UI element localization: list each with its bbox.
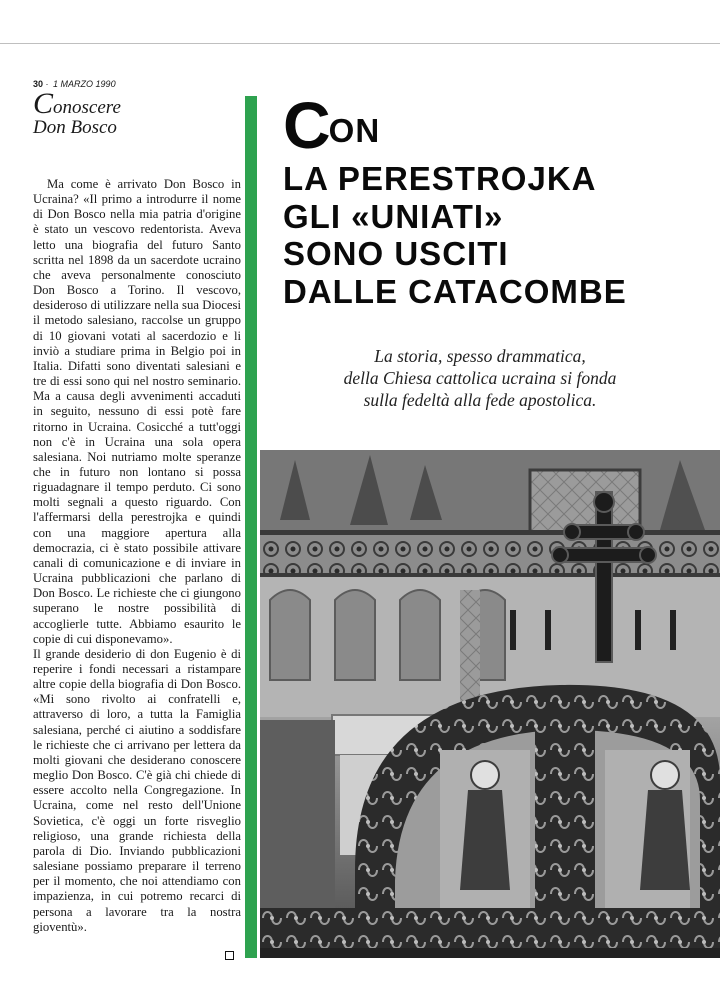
rubric-word: onoscere [53, 97, 121, 118]
headline-line-3: GLI «UNIATI» [283, 197, 504, 235]
article-body [33, 177, 241, 935]
headline-first-rest: ON [328, 112, 381, 149]
headline-line-1 [283, 88, 713, 162]
rubric-initial: C [33, 87, 54, 120]
end-of-article-mark [225, 951, 234, 960]
dek-line-3: sulla fedeltà alla fede apostolica. [363, 390, 597, 410]
headline-line-2: LA PERESTROJKA [283, 160, 597, 197]
rubric-line2: Don Bosco [33, 117, 117, 138]
top-rule [0, 43, 720, 44]
section-rubric [33, 87, 233, 138]
body-paragraph-1: Ma come è arrivato Don Bosco in Ucraina? «Il primo a introdurre il nome di Don Bosco nella mia patria d'origine è stato un vescovo redentorista. Aveva letto una biografia del futuro Santo scritta nel 1898 da un sacerdote ucraino che aveva personalmente conosciuto Don Bosco a Torino. Il vescovo, desideroso di utilizzare nella sua Diocesi il metodo salesiano, raccolse un gruppo di 10 giovani votati al sacerdozio e li inviò a studiare prima in Belgio poi in Italia. Difatti sono diventati salesiani e tre di essi sono qui nel nostro seminario. Ma a causa degli avvenimenti accaduti in seguito, nessuno di essi potè fare ritorno in Ucraina. Cosicché a tutt'oggi non c'è in Ucraina una sola opera salesiana. Noi nutriamo molte speranze che in futuro non lontano si possa riguadagnare il tempo perduto. Ci sono molti segnali a questo riguardo. Con l'affermarsi della perestrojka e quindi con una maggiore apertura alla democrazia, ci è stato possibile attivare canali di comunicazione e di inviare in Ucraina pubblicazioni che parlano di Don Bosco. Le richieste che ci giungono superano le nostre possibilità di accoglierle tutte. Abbiamo esaurito le copie di cui disponevamo». [33, 177, 241, 646]
church-interior-photo [260, 450, 720, 958]
folio-separator: · [45, 79, 49, 89]
article-headline [283, 88, 713, 310]
issue-date: 1 MARZO 1990 [53, 79, 116, 89]
body-paragraph-2: Il grande desiderio di don Eugenio è di reperire i fondi necessari a ristampare altre copie della biografia di Don Bosco. «Mi sono rivolto ai confratelli e, attraverso di loro, a tutta la Famiglia salesiana, perché ci aiutino a soddisfare le richieste che ci arrivano per lettera da molti giovani che desiderano conoscere meglio Don Bosco. C'è già chi chiede di essere accolto nella Congregazione. In Ucraina, come nel resto dell'Unione Sovietica, c'è oggi un forte risveglio religioso, una grande richiesta della parola di Dio. Inviando pubblicazioni salesiane possiamo preparare il terreno per il momento, che noi attendiamo con impazienza, in cui potremo recarci di persona a lavorare tra la nostra gioventù». [33, 646, 241, 934]
headline-line-5: DALLE CATACOMBE [283, 272, 627, 310]
headline-initial: C [283, 88, 329, 162]
dek-line-1: La storia, spesso drammatica, [374, 346, 586, 366]
headline-line-4: SONO USCITI [283, 235, 509, 272]
page-number: 30 [33, 79, 44, 89]
dek-line-2: della Chiesa cattolica ucraina si fonda [343, 368, 617, 388]
article-dek [285, 345, 675, 411]
green-accent-bar [245, 96, 257, 958]
